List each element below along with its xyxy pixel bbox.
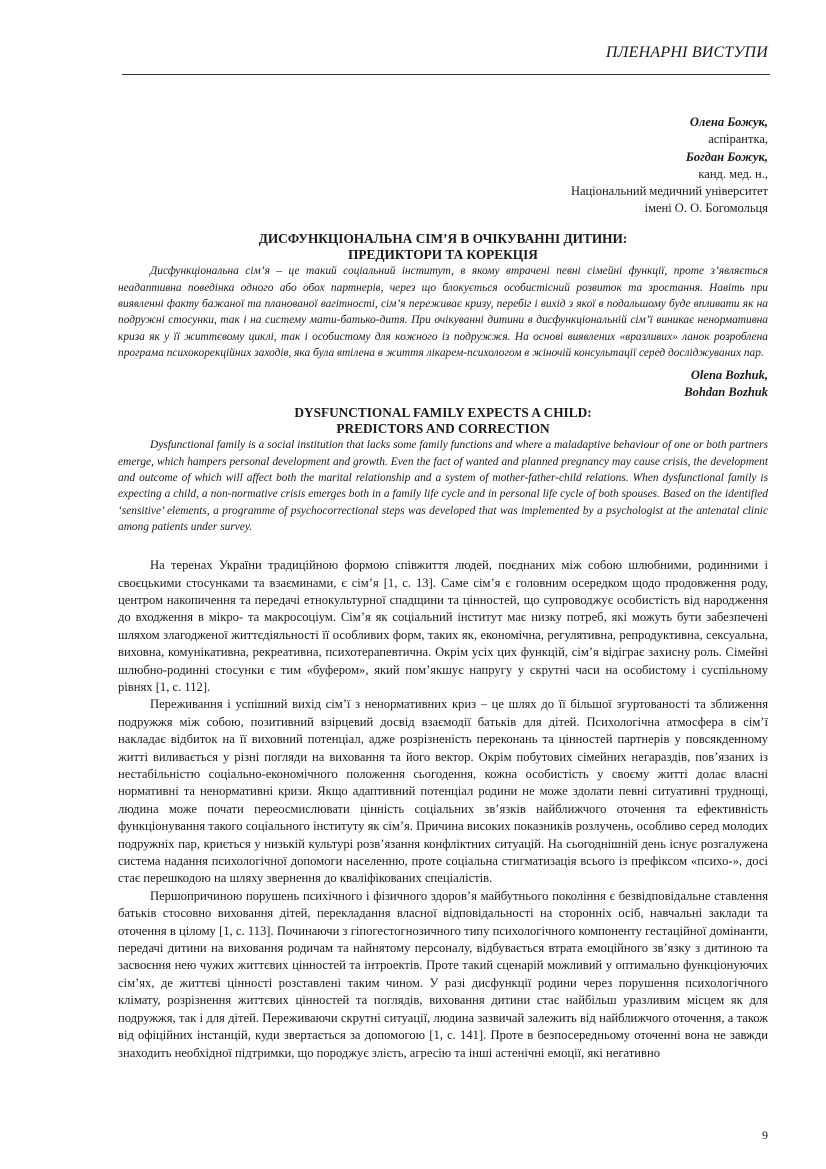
header-rule: [122, 74, 770, 75]
body-paragraph: На теренах України традиційною формою співжиття людей, поєднаних між собою шлюбними, родинними і своєцькими стосунками та взаєминами, є сім’я [1, с. 13]. Саме сім’я є головним осередком щодо продовження роду, центром накопичення та передачі етнокультурної спадщини та цінностей, що супроводжує особистість від народження до входження в мікро- та макросоціум. Сім’я як соціальний інститут має низку потреб, які можуть бути забезпечені шляхом злагодженої життєдіяльності її особливих форм, таких як, економічна, регулятивна, репродуктивна, сексуальна, виховна, комунікативна, рекреативна, психотерапевтична. Окрім усіх цих функцій, сім’я відіграє захисну роль. Сімейні шлюбно-родинні стосунки є тим «буфером», який пом’якшує напругу у скрутні часи на особистому і суспільному рівнях [1, с. 112].: [118, 558, 768, 694]
body-text: [118, 557, 768, 1062]
running-head: ПЛЕНАРНІ ВИСТУПИ: [605, 44, 768, 61]
affiliation: імені О. О. Богомольця: [644, 201, 768, 216]
author-name: Богдан Божук,: [685, 149, 768, 164]
article-content: [118, 114, 768, 1062]
body-paragraph: Переживання і успішний вихід сім’ї з ненормативних криз – це шлях до її більшої згуртованості та зближення подружжя між собою, позитивний взірцевий досвід взаємодії батьків для дітей. Психологічна атмосфера в сім’ї накладає відбиток на її виховний потенціал, адже розрізненість переконань та цінностей партнерів у повсякденному житті виливається у різні погляди на виховання та його вектор. Окрім побутових сімейних негараздів, пов’язаних із нестабільністю соціально-економічного положення сьогодення, кожна особистість у своєму житті долає власні нормативні та ненормативні кризи. Якщо адаптивний потенціал родини не може здолати певні ситуативні труднощі, людина може почати переосмислювати цінність соціальних зв’язків найближчого оточення та ефективність функціонування такого соціального інституту як сім’я. Причина високих показників розлучень, особливо серед молодих подружніх пар, криється у низькій культурі розв’язання конфліктних ситуацій. На сьогоднішній день існує розгалужена система надання психологічної допомоги населенню, проте соціальна стигматизація всього із префіксом «психо-», досі стає перешкодою на шляху звернення до кваліфікованих спеціалістів.: [118, 697, 768, 886]
abstract-ua: Дисфункціональна сім’я – це такий соціальний інститут, в якому втрачені певні сімейні функції, проте з’являється неадаптивна поведінка одного або обох партнерів, через що блокується особистісний розвиток та зростання. Навіть при виявленні факту бажаної та планованої вагітності, сім’я переживає кризу, перебіг і вихід з якої в подальшому буде впливати як на подружні стосунки, так і на систему мати-батько-дитя. При очікуванні дитини в дисфункціональній сім’ї виникає ненормативна криза як у її життєвому циклі, так і особистому для кожного із подружжя. На основі виявлених «вразливих» ланок розроблена програма психокорекційних заходів, яка була втілена в життя лікарем-психологом в жіночій консультації серед досліджуваних пар.: [118, 265, 768, 359]
article-title-ua: [118, 231, 768, 264]
affiliation: Національний медичний університет: [570, 184, 768, 199]
author-block-ua: [118, 114, 768, 218]
author-name: Olena Bozhuk,: [690, 368, 768, 383]
body-paragraph: Першопричиною порушень психічного і фізичного здоров’я майбутнього покоління є безвідповідальне ставлення батьків стосовно виховання дітей, перекладання власної відповідальності на сторонніх осіб, навчальні заклади та оточення в цілому [1, с. 113]. Починаючи з гіпогестогнозичного типу психологічного компоненту гестаційної домінанти, передачі дитини на виховання родичам та найнятому персоналу, відбувається втрата емоційного зв’язку з дитиною та засвоєння нею чужих життєвих цінностей та інтроектів. Проте такий сценарій можливий у оптимально функціонуючих сім’ях, де життєві цінності розставлені таким чином. У разі дисфункції родини через порушення психологічного клімату, розрізнення життєвих цінностей та поглядів, виховання дитини стає найбільш уразливим місцем як для подружжя, так і для дітей. Переживаючи скрутні ситуації, людина зазвичай залежить від найближчого оточення, а також від офіційних інстанцій, куди звертається за допомогою [1, с. 141]. Проте в безпосередньому оточенні вона не завжди знаходить необхідної підтримки, що породжує злість, агресію та інші астенічні емоції, які негативно: [118, 888, 768, 1060]
title-line: ДИСФУНКЦІОНАЛЬНА СІМ’Я В ОЧІКУВАННІ ДИТИНИ:: [258, 230, 628, 246]
title-line: ПРЕДИКТОРИ ТА КОРЕКЦІЯ: [348, 247, 538, 263]
page-number: 9: [762, 1128, 768, 1142]
author-role: канд. мед. н.,: [698, 166, 768, 181]
abstract-en: Dysfunctional family is a social institution that lacks some family functions and where a maladaptive behaviour of one or both partners emerge, which hampers personal development and growth. Even the fact of wanted and planned pregnancy may cause crisis, the development and outcome of which will affect both the marital relationship and a system of mother-father-child relations. When dysfunctional family is expecting a child, a non-normative crisis emerges both in a family life cycle and in personal life cycle of both spouses. Based on the identified ‘sensitive’ elements, a programme of psychocorrectional steps was developed that was implemented by a psychologist at the antenatal clinic among patients under survey.: [118, 439, 768, 533]
author-name: Олена Божук,: [689, 115, 768, 129]
title-line: DYSFUNCTIONAL FAMILY EXPECTS A CHILD:: [294, 404, 592, 420]
author-block-en: [118, 367, 768, 402]
title-line: PREDICTORS AND CORRECTION: [336, 421, 550, 437]
author-role: аспірантка,: [708, 132, 768, 147]
article-title-en: [118, 405, 768, 438]
author-name: Bohdan Bozhuk: [684, 385, 768, 400]
